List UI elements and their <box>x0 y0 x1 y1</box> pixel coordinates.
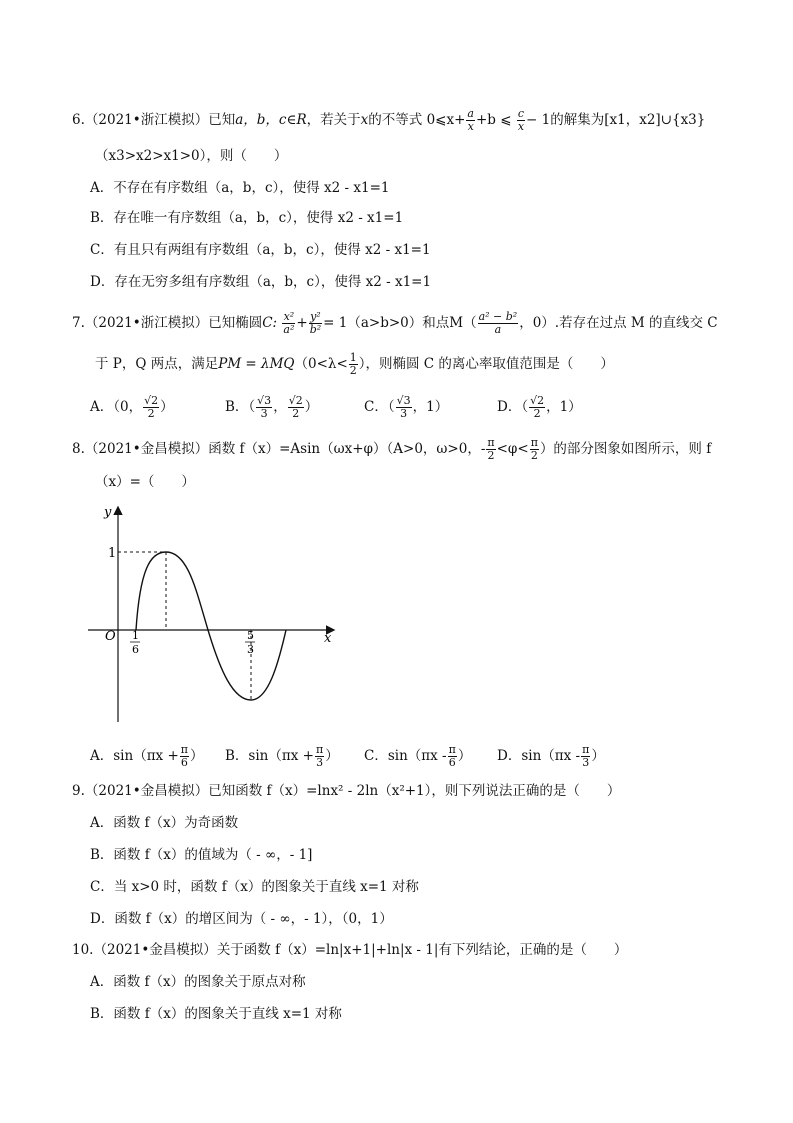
q7-plus: + <box>296 315 308 331</box>
q6-solution-set: [x1，x2]∪{x3} <box>604 112 706 128</box>
q6-stem-line2: （x3>x2>x1>0），则（ ） <box>95 148 288 164</box>
q10-text: 关于函数 f（x）=ln|x+1|+ln|x - 1|有下列结论，正确的是（ ） <box>216 942 628 958</box>
q7-frac-half: $\frac{1}{2}$ <box>349 351 357 377</box>
q7-stem <box>72 311 718 336</box>
x-tick-1-6-num: 1 <box>132 629 139 642</box>
q6-number: 6. <box>72 112 85 128</box>
q6-ineq-lead: 0⩽x+ <box>426 112 466 128</box>
q6-option-a: A．不存在有序数组（a，b，c），使得 x2 - x1=1 <box>90 180 390 196</box>
q6-option-b: B．存在唯一有序数组（a，b，c），使得 x2 - x1=1 <box>90 210 404 226</box>
q10-stem <box>72 940 627 960</box>
q7-number: 7. <box>72 315 85 331</box>
q7-line2-a: 于 P，Q 两点，满足 <box>95 356 219 372</box>
q8-frac-pi-2a: $\frac{\pi}{2}$ <box>487 436 495 462</box>
q7-point: M（ <box>449 315 477 331</box>
q9-option-b: B．函数 f（x）的值域为（ - ∞，- 1] <box>90 847 313 863</box>
q7-frac-y2-b2: $\frac{\text{y²}}{\text{b²}}$ <box>309 310 322 336</box>
q8-stem <box>72 437 711 462</box>
q7-point-end: ，0）.若存在过点 M 的直线交 C <box>519 315 718 331</box>
q9-stem <box>72 781 620 801</box>
q6-stem <box>72 108 705 133</box>
q9-option-c: C．当 x>0 时，函数 f（x）的图象关于直线 x=1 对称 <box>90 879 419 895</box>
q6-text-a: 已知 <box>208 112 236 128</box>
q9-option-d: D．函数 f（x）的增区间为（ - ∞，- 1），（0，1） <box>90 911 393 927</box>
q9-text: 已知函数 f（x）=lnx² - 2ln（x²+1），则下列说法正确的是（ ） <box>208 783 621 799</box>
q8-text-a: 函数 f（x）=Asin（ωx+φ）（A>0，ω>0，- <box>208 441 486 457</box>
q6-ineq-mid: +b ⩽ <box>475 112 512 128</box>
q7-option-b: B．（ $\frac{√3}{3}$ ， $\frac{√2}{2}$ ） <box>225 394 319 420</box>
y-axis-label: y <box>104 505 112 520</box>
q10-source: （2021•金昌模拟） <box>93 942 217 958</box>
q8-option-a: A．sin（πx + $\frac{\pi}{6}$ ） <box>90 743 204 769</box>
q10-option-b: B．函数 f（x）的图象关于直线 x=1 对称 <box>90 1006 342 1022</box>
q9-option-a: A．函数 f（x）为奇函数 <box>90 815 239 831</box>
x-axis-label: x <box>324 631 332 646</box>
q7-option-c: C．（ $\frac{√3}{3}$ ，1） <box>364 394 449 420</box>
q9-number: 9. <box>72 783 85 799</box>
q10-number: 10. <box>72 942 94 958</box>
q6-var-x: x <box>360 112 369 128</box>
y-tick-one: 1 <box>108 546 117 561</box>
q8-lt: <φ< <box>496 441 529 457</box>
q7-stem-line2 <box>95 352 614 377</box>
q6-option-d: D．存在无穷多组有序数组（a，b，c），使得 x2 - x1=1 <box>90 274 432 290</box>
q8-text-b: ）的部分图象如图所示，则 f <box>539 441 712 457</box>
x-tick-1-6-den: 6 <box>132 643 139 656</box>
q7-cond: （0<λ< <box>294 356 348 372</box>
q7-eq: = 1（a>b>0）和点 <box>323 315 450 331</box>
q6-source: （2021•浙江模拟） <box>84 112 209 128</box>
q8-option-c: C．sin（πx - $\frac{\pi}{6}$ ） <box>364 743 472 769</box>
q7-option-a: A．（0， $\frac{√2}{2}$ ） <box>90 394 174 420</box>
q6-ineq-tail: − 1 <box>526 112 551 128</box>
q7-line2-b: ），则椭圆 C 的离心率取值范围是（ ） <box>358 356 614 372</box>
q6-text-b: ，若关于 <box>306 112 361 128</box>
q8-option-b: B．sin（πx + $\frac{\pi}{3}$ ） <box>225 743 339 769</box>
sine-curve <box>136 552 286 700</box>
q8-stem-line2: （x）=（ ） <box>95 474 195 490</box>
q7-ellipse-name: C: <box>262 315 278 331</box>
q6-option-c: C．有且只有两组有序数组（a，b，c），使得 x2 - x1=1 <box>90 242 431 258</box>
q8-sine-graph <box>88 500 348 730</box>
q7-source: （2021•浙江模拟） <box>84 315 209 331</box>
origin-label: O <box>105 629 116 644</box>
x-tick-5-3-den: 3 <box>247 643 254 656</box>
q6-text-d: 的解集为 <box>550 112 605 128</box>
q8-option-d: D．sin（πx - $\frac{\pi}{3}$ ） <box>497 743 605 769</box>
q8-number: 8. <box>72 441 85 457</box>
q6-frac-c-over-x: $\frac{c}{x}$ <box>517 107 525 133</box>
x-tick-5-3-num: 5 <box>247 629 254 642</box>
q6-text-c: 的不等式 <box>368 112 423 128</box>
q10-option-a: A．函数 f（x）的图象关于原点对称 <box>90 974 306 990</box>
q7-option-d: D．（ $\frac{√2}{2}$ ，1） <box>497 394 582 420</box>
q7-frac-x2-a2: $\frac{\text{x²}}{\text{a²}}$ <box>283 310 295 336</box>
q8-source: （2021•金昌模拟） <box>84 441 209 457</box>
q7-text-a: 已知椭圆 <box>208 315 263 331</box>
q6-frac-a-over-x: $\frac{a}{x}$ <box>467 107 474 133</box>
q8-frac-pi-2b: $\frac{\pi}{2}$ <box>530 436 538 462</box>
q7-frac-point-x: $\frac{\text{a² − b²}}{a}$ <box>478 310 518 336</box>
q7-vector-eq: PM = λMQ <box>218 356 295 372</box>
q6-vars: a，b，c∈R <box>235 112 307 128</box>
q9-source: （2021•金昌模拟） <box>84 783 209 799</box>
